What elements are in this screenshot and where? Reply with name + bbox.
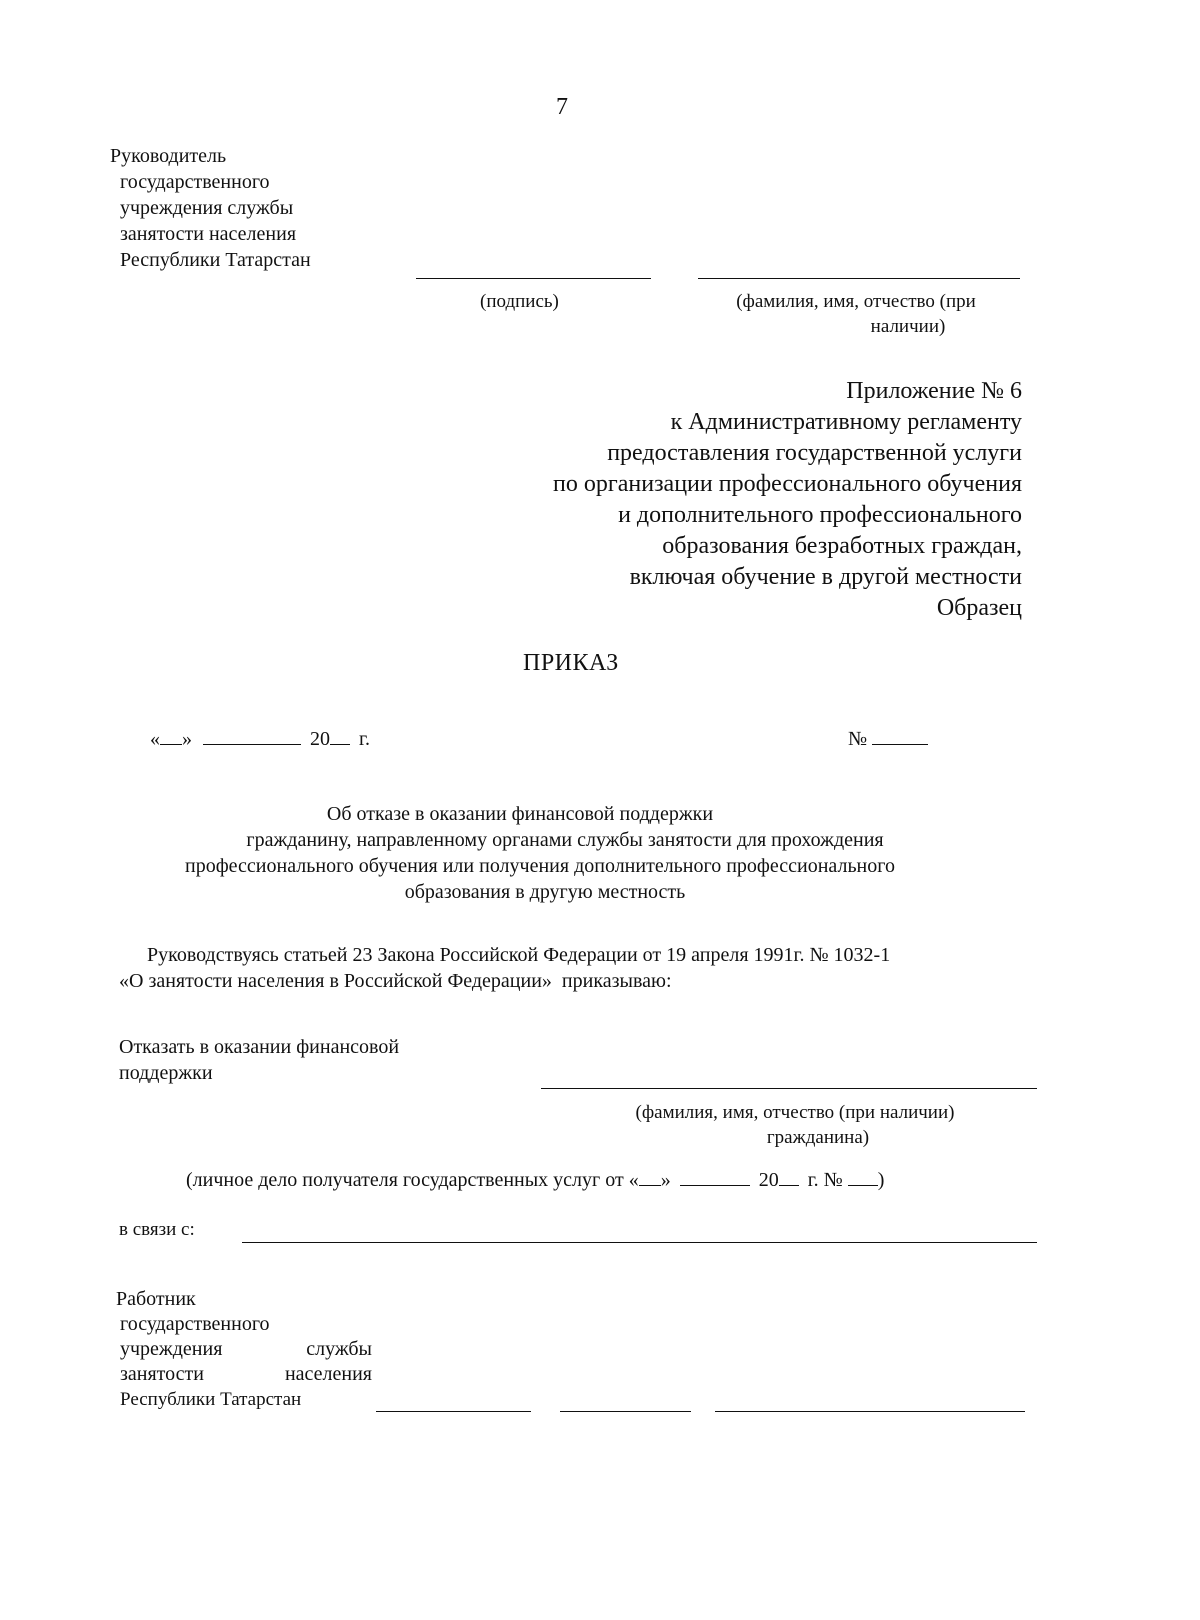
signature-line <box>416 278 651 279</box>
case-month-blank[interactable] <box>680 1167 750 1186</box>
refuse-line-1: Отказать в оказании финансовой <box>119 1036 400 1058</box>
appendix-line: и дополнительного профессионального <box>618 502 1022 528</box>
case-number-blank[interactable] <box>848 1167 878 1186</box>
appendix-line: к Административному регламенту <box>670 409 1022 435</box>
citizen-name-line[interactable] <box>541 1088 1037 1089</box>
date-quote-close: » <box>182 728 192 750</box>
worker-word: занятости <box>120 1363 204 1385</box>
subject-line: гражданину, направленному органами службы занятости для прохождения <box>246 829 884 851</box>
worker-signature-line[interactable] <box>560 1411 691 1412</box>
worker-line: Работник <box>116 1288 196 1310</box>
order-number <box>848 726 928 752</box>
head-signatory-title <box>112 143 392 273</box>
appendix-block <box>440 376 1022 624</box>
worker-name-line[interactable] <box>715 1411 1025 1412</box>
case-quote-close: » <box>660 1169 671 1191</box>
body-line-1: Руководствуясь статьей 23 Закона Российской Федерации от 19 апреля 1991г. № 1032-1 <box>147 944 891 966</box>
worker-position-line[interactable] <box>376 1411 531 1412</box>
year-prefix: 20 <box>310 728 330 750</box>
number-blank[interactable] <box>872 726 928 745</box>
subject-line: Об отказе в оказании финансовой поддержки <box>326 803 714 825</box>
citizen-caption-line: (фамилия, имя, отчество (при наличии) <box>635 1102 955 1123</box>
worker-line <box>120 1362 372 1387</box>
refuse-line-2: поддержки <box>119 1062 213 1084</box>
citizen-name-caption <box>590 1100 1000 1150</box>
name-line <box>698 278 1020 279</box>
name-caption <box>700 289 1012 339</box>
case-number-sign: г. № <box>807 1169 843 1191</box>
signatory-line: учреждения службы <box>120 197 294 219</box>
body-line-2: «О занятости населения в Российской Федерации» приказываю: <box>119 970 672 992</box>
order-date <box>150 726 370 752</box>
reason-line[interactable] <box>242 1242 1037 1243</box>
worker-line <box>120 1337 372 1362</box>
day-blank[interactable] <box>160 726 182 745</box>
number-sign: № <box>848 728 868 750</box>
page-number: 7 <box>556 94 568 120</box>
subject-line: образования в другую местность <box>404 881 686 903</box>
worker-word: службы <box>306 1338 372 1360</box>
signatory-line: государственного <box>120 171 270 193</box>
case-file-line <box>186 1167 884 1193</box>
worker-signatory-title <box>116 1287 386 1412</box>
subject-line: профессионального обучения или получения дополнительного профессионального <box>185 855 895 877</box>
appendix-line: Образец <box>936 595 1022 621</box>
worker-line: Республики Татарстан <box>120 1389 302 1410</box>
appendix-line: включая обучение в другой местности <box>629 564 1022 590</box>
worker-line: государственного <box>120 1313 270 1335</box>
appendix-line: Приложение № 6 <box>846 378 1022 404</box>
year-suffix: г. <box>359 728 370 750</box>
case-file-prefix: (личное дело получателя государственных услуг от « <box>186 1169 639 1191</box>
case-paren-close: ) <box>877 1169 885 1191</box>
signatory-line: занятости населения <box>120 223 297 245</box>
case-year-blank[interactable] <box>779 1167 799 1186</box>
year-blank[interactable] <box>330 726 350 745</box>
name-caption-line: наличии) <box>870 316 946 337</box>
name-caption-line: (фамилия, имя, отчество (при <box>736 291 976 312</box>
citizen-caption-line: гражданина) <box>766 1127 870 1148</box>
appendix-line: предоставления государственной услуги <box>607 440 1022 466</box>
month-blank[interactable] <box>203 726 301 745</box>
worker-word: учреждения <box>120 1338 223 1360</box>
case-day-blank[interactable] <box>639 1167 661 1186</box>
date-quote-open: « <box>150 728 160 750</box>
case-year-prefix: 20 <box>758 1169 779 1191</box>
appendix-line: по организации профессионального обучения <box>553 471 1022 497</box>
worker-word: населения <box>284 1363 372 1385</box>
signatory-line: Руководитель <box>110 145 227 167</box>
signature-caption: (подпись) <box>480 291 559 312</box>
appendix-line: образования безработных граждан, <box>662 533 1022 559</box>
reason-label: в связи с: <box>119 1219 195 1240</box>
order-title: ПРИКАЗ <box>523 650 619 676</box>
signatory-line: Республики Татарстан <box>120 249 311 271</box>
order-subject <box>100 801 1030 905</box>
